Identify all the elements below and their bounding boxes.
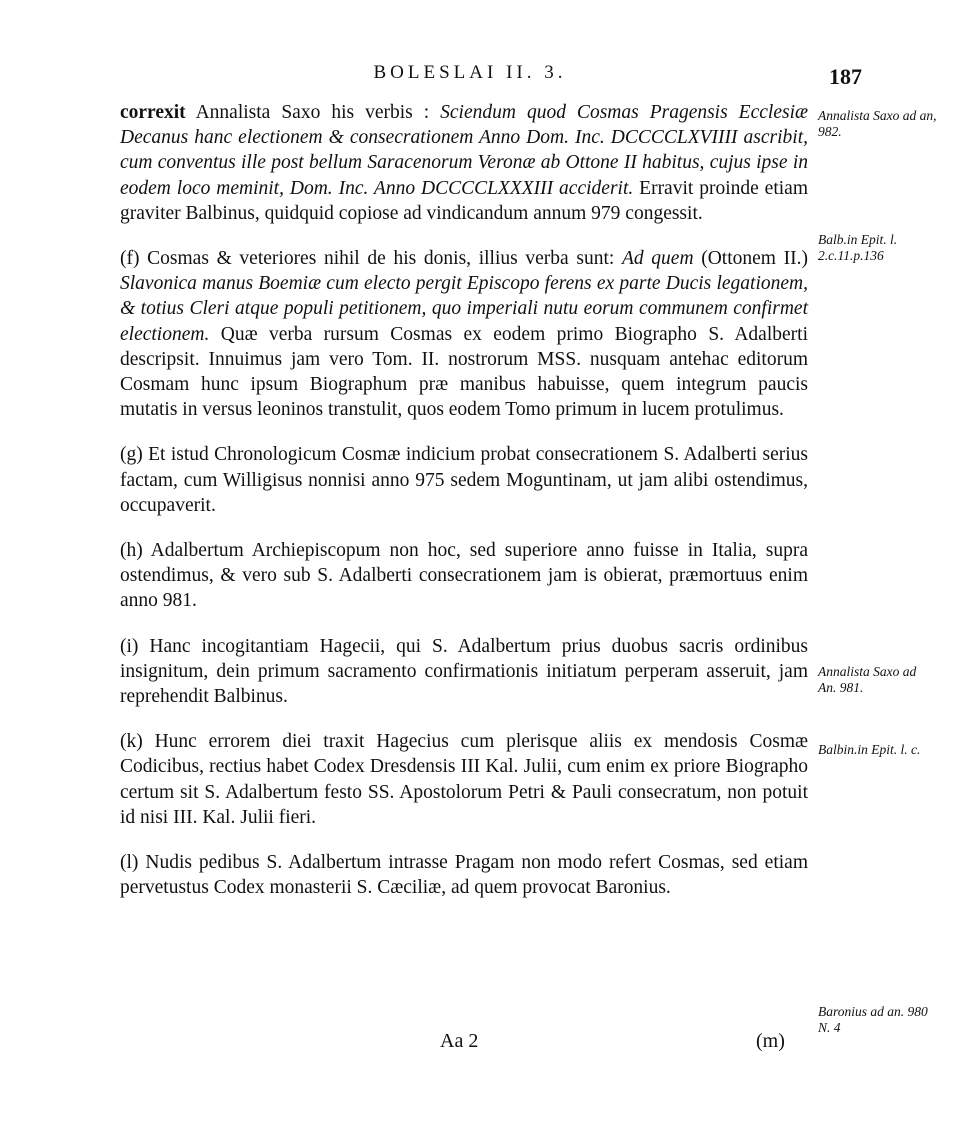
text-segment: Slavonica manus Boemiæ cum electo pergit Episcopo ferens ex parte Ducis legationem, & totius Cleri atque populi petitionem, quo imperiali nutu eorum communem confirmet electionem. bbox=[120, 273, 808, 345]
paragraph-gap bbox=[120, 614, 808, 634]
paragraph-h bbox=[120, 538, 808, 614]
page-number: 187 bbox=[829, 64, 862, 89]
text-segment: correxit bbox=[120, 102, 186, 123]
margin-note-balbinus-epit: Balb.in Epit. l. 2.c.11.p.136 bbox=[818, 232, 898, 263]
running-head: BOLESLAI II. 3. bbox=[373, 62, 567, 83]
paragraph-k bbox=[120, 729, 808, 830]
text-segment: (h) Adalbertum Archiepiscopum non hoc, sed superiore anno fuisse in Italia, supra ostendimus, & vero sub S. Adalberti consecrationem jam is obierat, præmortuus enim anno 981. bbox=[120, 540, 808, 612]
catchword: (m) bbox=[756, 1030, 785, 1052]
paragraph-intro bbox=[120, 100, 808, 226]
margin-note-baronius: Baronius ad an. 980 N. 4 bbox=[818, 1004, 928, 1035]
text-segment: (f) Cosmas & veteriores nihil de his donis, illius verba sunt: bbox=[120, 248, 622, 270]
page-header bbox=[120, 62, 862, 92]
signature-mark: Aa 2 bbox=[440, 1030, 479, 1052]
text-segment: (g) Et istud Chronologicum Cosmæ indicium probat consecrationem S. Adalberti serius factam, cum Willigisus nonnisi anno 975 sedem Moguntinam, ut jam alibi ostendimus, occupaverit. bbox=[120, 444, 808, 516]
body-text bbox=[120, 100, 808, 900]
paragraph-l bbox=[120, 850, 808, 900]
paragraph-g bbox=[120, 442, 808, 518]
paragraph-f bbox=[120, 246, 808, 422]
paragraph-gap bbox=[120, 830, 808, 850]
text-segment: Quæ verba rursum Cosmas ex eodem primo Biographo S. Adalberti descripsit. Innuimus jam vero Tom. II. nostrorum MSS. nusquam antehac editorum Cosmam hunc ipsum Biographum præ manibus habuisse, quem integrum paucis mutatis in versus leoninos transtulit, quos eodem Tomo primum in lucem protulimus. bbox=[120, 323, 808, 421]
text-segment: (l) Nudis pedibus S. Adalbertum intrasse Pragam non modo refert Cosmas, sed etiam pervetustus Codex monasterii S. Cæciliæ, ad quem provocat Baronius. bbox=[120, 852, 808, 899]
text-segment: (i) Hanc incogitantiam Hagecii, qui S. Adalbertum prius duobus sacris ordinibus insignitum, dein primum sacramento confirmationis initiatum perperam asseruit, jam reprehendit Balbinus. bbox=[120, 635, 808, 708]
paragraph-gap bbox=[120, 709, 808, 729]
paragraph-gap bbox=[120, 226, 808, 246]
margin-note-balbinus-lc: Balbin.in Epit. l. c. bbox=[818, 742, 921, 757]
text-segment: (k) Hunc errorem diei traxit Hagecius cum plerisque aliis ex mendosis Cosmæ Codicibus, rectius habet Codex Dresdensis III Kal. Julii, cum enim ex priore Biographo certum sit S. Adalbertum festo SS. Apostolorum Petri & Pauli consecratum, non potuit id nisi III. Kal. Julii fieri. bbox=[120, 731, 808, 828]
margin-note-annalista-981: Annalista Saxo ad An. 981. bbox=[818, 664, 917, 695]
text-segment: Erravit proinde etiam graviter Balbinus, quidquid copiose ad vindicandum annum 979 congessit. bbox=[120, 177, 808, 224]
text-segment: Sciendum quod Cosmas Pragensis Ecclesiæ Decanus hanc electionem & consecrationem Anno Dom. Inc. DCCCCLXVIIII ascribit, cum conventus ille post bellum Saracenorum Veronæ ab Ottone II habitus, cujus ipse in eodem loco meminit, Dom. Inc. Anno DCCCCLXXXIII acciderit. bbox=[120, 102, 808, 199]
paragraph-i bbox=[120, 634, 808, 710]
paragraph-gap bbox=[120, 518, 808, 538]
paragraph-gap bbox=[120, 422, 808, 442]
margin-note-annalista-982: Annalista Saxo ad an, 982. bbox=[818, 108, 937, 139]
text-segment: Ad quem bbox=[621, 248, 694, 270]
text-segment: Annalista Saxo his verbis : bbox=[185, 102, 441, 123]
text-segment: (Ottonem II.) bbox=[693, 248, 808, 270]
